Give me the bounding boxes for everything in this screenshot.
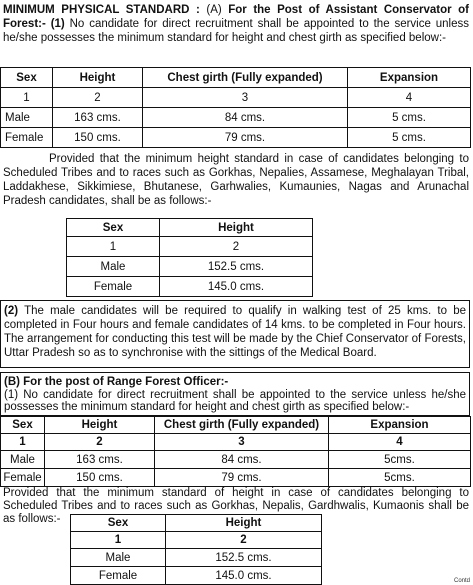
cell-chest: 79 cms. [155, 469, 329, 487]
section-b-text: (1) No candidate for direct recruitment shall be appointed to the service unless he/she possesses the minimum standard for height and chest girth as specified below:- [4, 389, 466, 413]
cell-sex: Male [1, 108, 53, 128]
cell-expansion: 5cms. [329, 469, 471, 487]
standards-table-acf [0, 67, 471, 148]
clause-text: No candidate for direct recruitment shall be appointed to the service unless he/she possesses the minimum standard for height and chest girth as specified below:- [3, 18, 469, 44]
table-row [1, 108, 471, 128]
cell-sex: Female [67, 277, 160, 297]
continued-label: Contd [453, 578, 470, 584]
proviso-1-text: Provided that the minimum height standard in case of candidates belonging to Scheduled Tribes and to races such as Gorkhas, Nepalies, Assamese, Meghalayan Tribal, Laddakhese, Sikkimiese, Bhutanese, Garhwalies, Kumaunies, Nagas and Arunachal Pradesh candidates, shall be as follows:- [3, 153, 469, 207]
cell-height: 150 cms. [53, 128, 143, 148]
cell-sex: Female [1, 128, 53, 148]
cell-expansion: 5 cms. [348, 108, 471, 128]
minimum-physical-standard-heading: MINIMUM PHYSICAL STANDARD : [3, 4, 200, 16]
cell-height: 145.0 cms. [166, 567, 322, 585]
table-row [67, 277, 313, 297]
col-number: 2 [45, 434, 155, 451]
table-header-row [71, 515, 322, 532]
table-row [1, 128, 471, 148]
cell-sex: Male [71, 549, 166, 567]
col-number: 3 [155, 434, 329, 451]
proviso-2-text: Provided that the minimum standard of height in case of candidates belonging to Scheduled Tribes and to races such as Gorkhas, Nepalis, Gardhwalis, Kumaonis shall be as follows:- [3, 487, 469, 525]
part-a-label: (A) [206, 4, 222, 16]
col-number: 4 [329, 434, 471, 451]
cell-sex: Male [1, 451, 45, 469]
col-header-height: Height [160, 219, 313, 237]
col-header-height: Height [45, 417, 155, 434]
col-header-height: Height [53, 68, 143, 88]
cell-chest: 84 cms. [143, 108, 348, 128]
height-table-acf-exception [66, 218, 313, 297]
col-number: 2 [53, 88, 143, 108]
table-header-row [67, 219, 313, 237]
cell-chest: 84 cms. [155, 451, 329, 469]
col-header-sex: Sex [1, 417, 45, 434]
col-header-chest: Chest girth (Fully expanded) [143, 68, 348, 88]
walking-test-text [4, 304, 466, 360]
table-row [71, 567, 322, 585]
cell-height: 163 cms. [53, 108, 143, 128]
proviso-1 [3, 152, 469, 208]
cell-sex: Female [1, 469, 45, 487]
table-row [1, 451, 471, 469]
cell-height: 150 cms. [45, 469, 155, 487]
col-header-sex: Sex [71, 515, 166, 532]
table-number-row [67, 237, 313, 257]
col-header-expansion: Expansion [348, 68, 471, 88]
col-number: 1 [67, 237, 160, 257]
table-number-row [1, 434, 471, 451]
height-table-rfo-exception [70, 514, 322, 585]
clause-number: (1) [50, 18, 65, 30]
col-number: 1 [1, 88, 53, 108]
table-number-row [1, 88, 471, 108]
standards-table-rfo [0, 416, 471, 487]
table-header-row [1, 68, 471, 88]
table-row [67, 257, 313, 277]
cell-sex: Male [67, 257, 160, 277]
table-row [71, 549, 322, 567]
col-number: 2 [160, 237, 313, 257]
cell-height: 163 cms. [45, 451, 155, 469]
cell-sex: Female [71, 567, 166, 585]
section-a-paragraph [3, 3, 469, 45]
table-number-row [71, 532, 322, 549]
col-number: 4 [348, 88, 471, 108]
col-header-chest: Chest girth (Fully expanded) [155, 417, 329, 434]
table-header-row [1, 417, 471, 434]
section-b-heading: (B) For the post of Range Forest Officer:- [4, 376, 229, 388]
cell-expansion: 5 cms. [348, 128, 471, 148]
col-header-sex: Sex [67, 219, 160, 237]
section-a-intro [3, 3, 469, 45]
section-b-intro [0, 372, 470, 416]
table-row [1, 469, 471, 487]
part-a-title: For the Post of Assistant Conservator of Forest:- [3, 4, 469, 30]
walking-test-number: (2) [4, 305, 19, 317]
col-header-expansion: Expansion [329, 417, 471, 434]
col-header-height: Height [166, 515, 322, 532]
col-number: 1 [71, 532, 166, 549]
cell-chest: 79 cms. [143, 128, 348, 148]
walking-test-box [0, 300, 470, 368]
col-number: 2 [166, 532, 322, 549]
col-number: 3 [143, 88, 348, 108]
walking-test-body: The male candidates will be required to qualify in walking test of 25 kms. to be completed in Four hours and female candidates of 14 kms. to be completed in Four hours. The arrangement for conducting this test will be made by the Chief Conservator of Forests, Uttar Pradesh so as to synchronise with the sittings of the Medical Board. [4, 305, 466, 359]
cell-height: 145.0 cms. [160, 277, 313, 297]
cell-height: 152.5 cms. [160, 257, 313, 277]
col-number: 1 [1, 434, 45, 451]
col-header-sex: Sex [1, 68, 53, 88]
cell-expansion: 5cms. [329, 451, 471, 469]
cell-height: 152.5 cms. [166, 549, 322, 567]
